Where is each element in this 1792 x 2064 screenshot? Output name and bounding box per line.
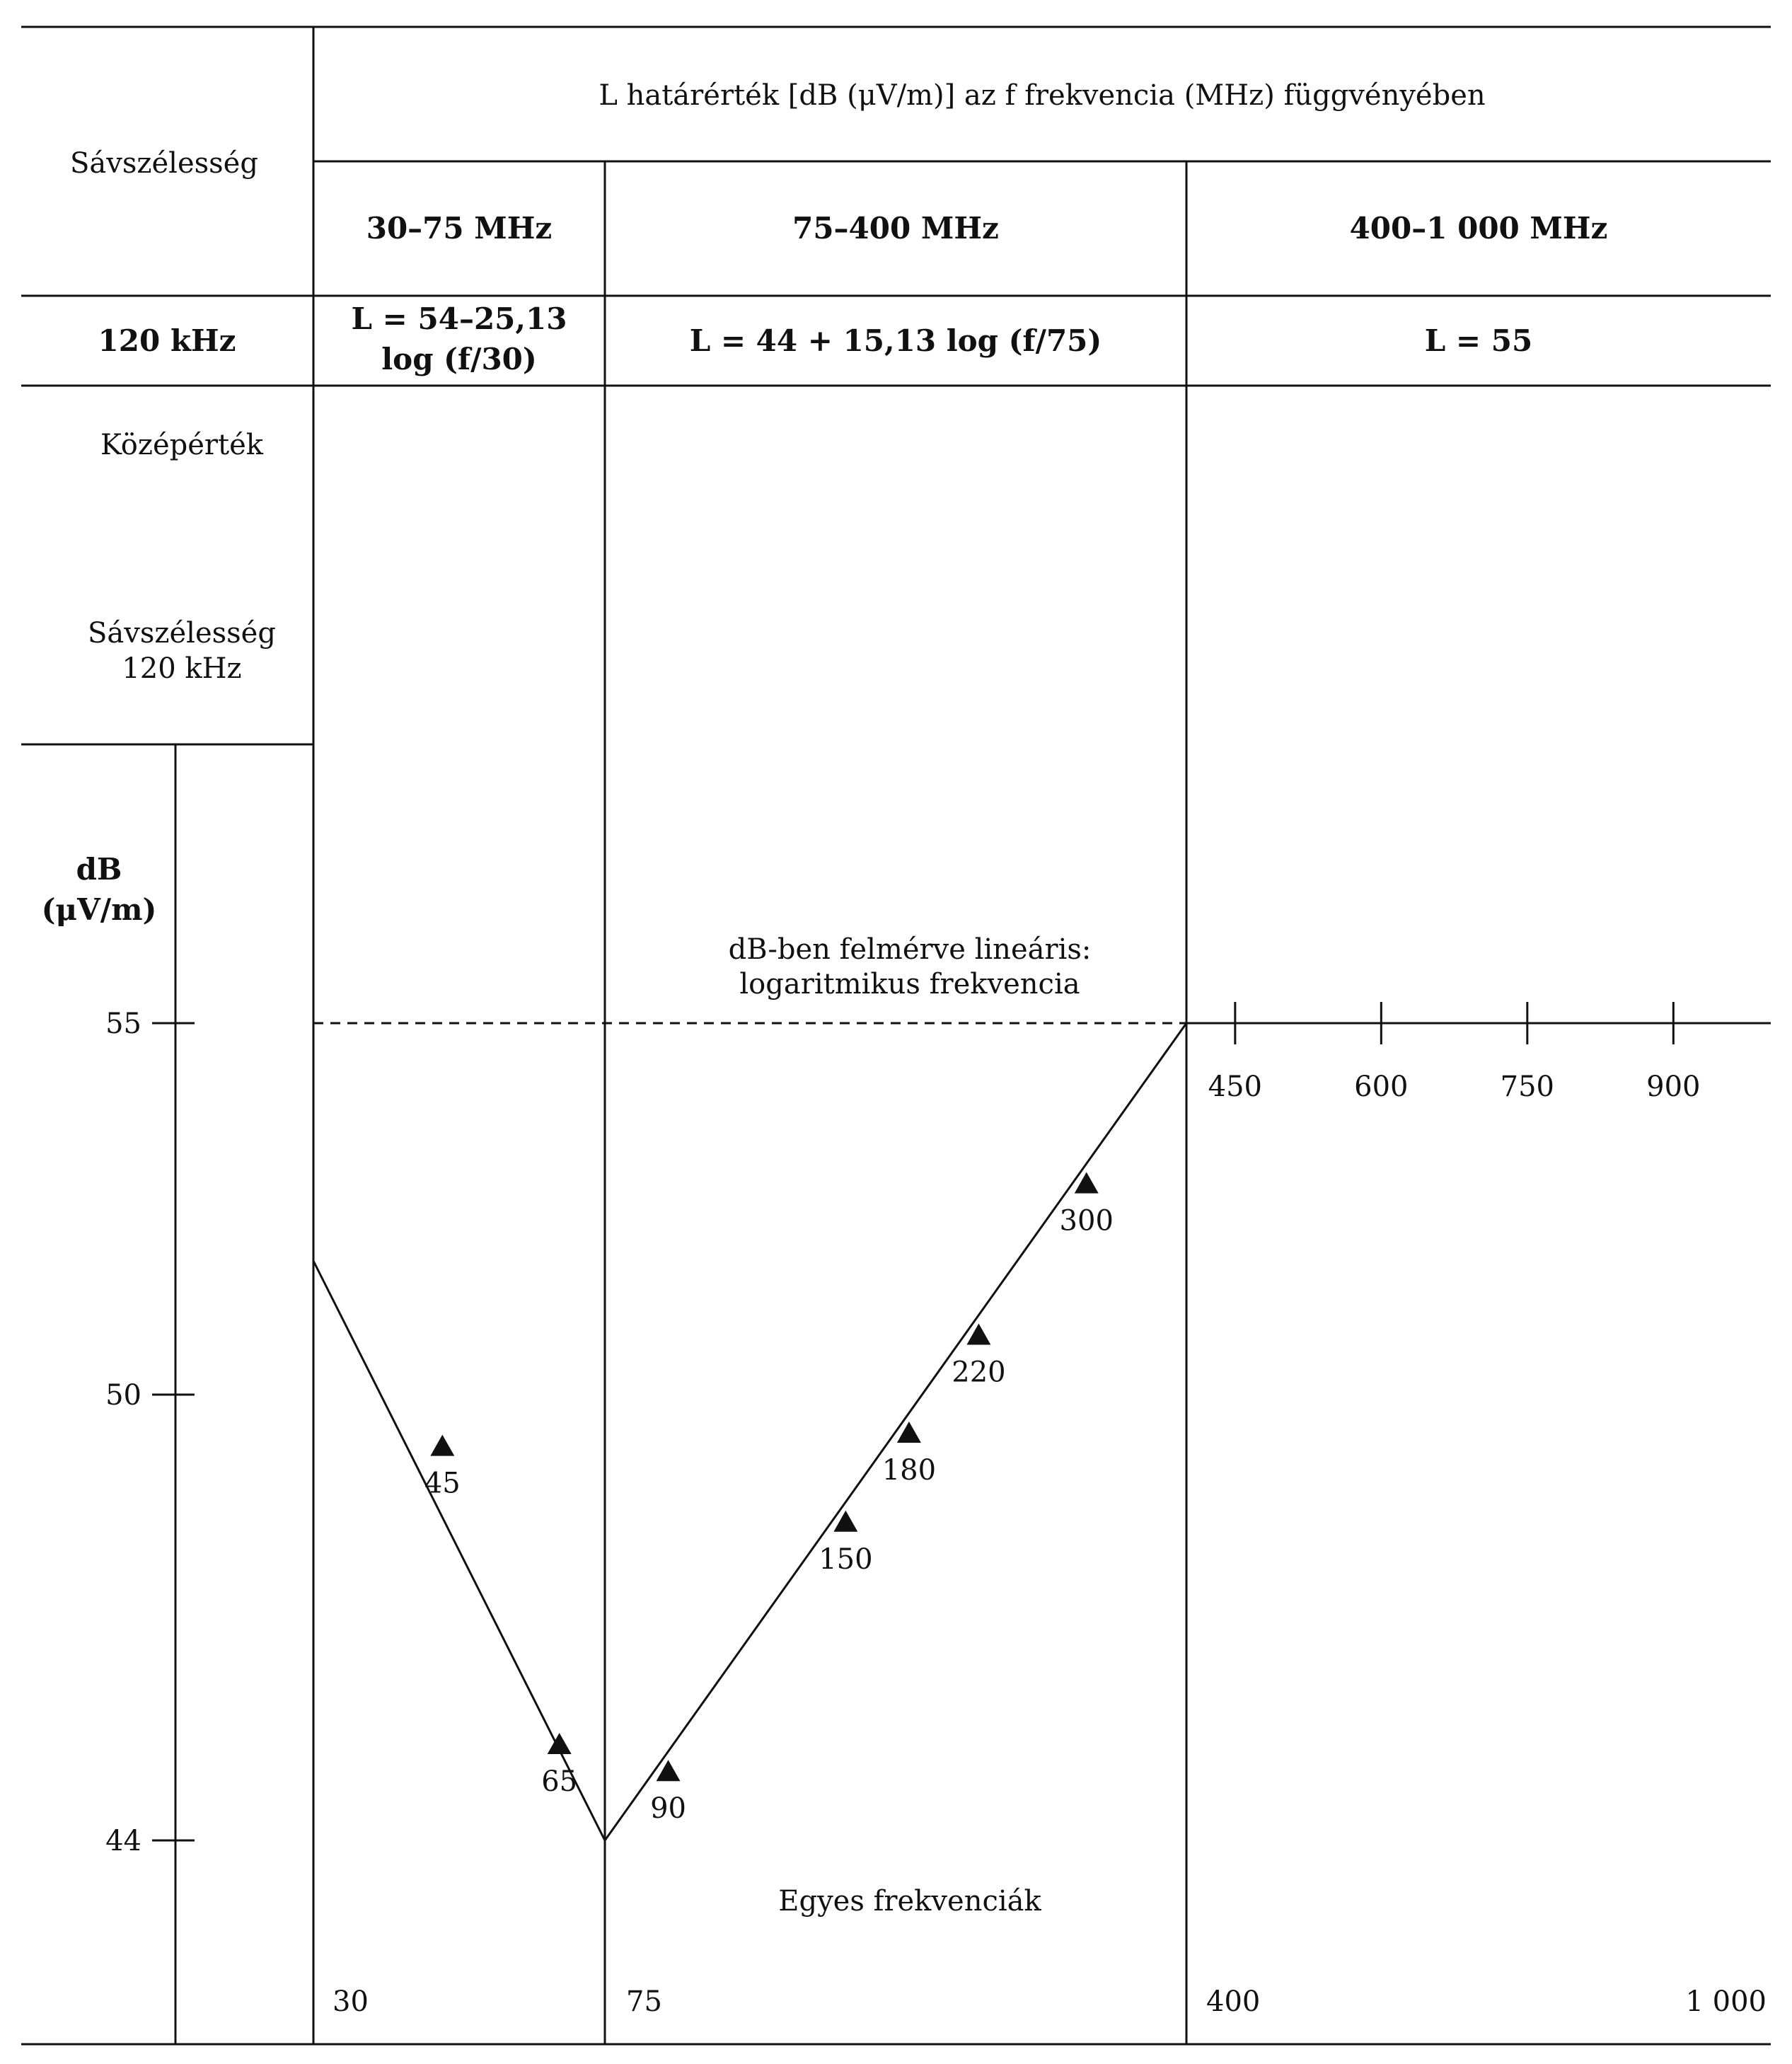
formula-range2: L = 44 + 15,13 log (f/75): [689, 323, 1102, 358]
annotation-line1: dB-ben felmérve lineáris:: [728, 933, 1092, 966]
limit-line-2: [605, 1023, 1186, 1840]
range-label-1: 30–75 MHz: [366, 211, 553, 246]
side-bandwidth-line2: 120 kHz: [122, 652, 242, 685]
y-tick-label-55: 55: [105, 1008, 141, 1040]
marker-label-150: 150: [819, 1543, 873, 1576]
formula-range1-line2: log (f/30): [381, 342, 537, 376]
marker-label-90: 90: [650, 1792, 686, 1826]
band-edge-label-75: 75: [626, 1985, 662, 2018]
upper-tick-label-600: 600: [1354, 1071, 1409, 1103]
mean-label: Középérték: [100, 429, 264, 461]
marker-label-45: 45: [424, 1467, 461, 1500]
limit-title: L határérték [dB (μV/m)] az f frekvencia (MHz) függvényében: [599, 79, 1486, 112]
plot-area: [313, 1002, 1771, 2018]
y-tick-label-44: 44: [105, 1825, 141, 1857]
y-axis-label-line1: dB: [76, 852, 122, 887]
bandwidth-header: Sávszélesség: [70, 147, 258, 180]
bandwidth-value: 120 kHz: [98, 323, 236, 358]
single-frequencies-label: Egyes frekvenciák: [778, 1885, 1041, 1918]
band-edge-label-400: 400: [1206, 1985, 1261, 2018]
formula-range3: L = 55: [1424, 323, 1533, 358]
range-label-3: 400–1 000 MHz: [1349, 211, 1608, 246]
upper-tick-label-750: 750: [1500, 1071, 1555, 1103]
marker-label-180: 180: [881, 1453, 937, 1487]
band-edge-label-1000: 1 000: [1685, 1985, 1767, 2018]
band-edge-label-30: 30: [333, 1985, 369, 2018]
annotation-line2: logaritmikus frekvencia: [739, 968, 1080, 1001]
upper-tick-label-900: 900: [1646, 1071, 1701, 1103]
marker-triangle-65: [548, 1733, 572, 1754]
marker-label-300: 300: [1059, 1204, 1114, 1238]
side-bandwidth-line1: Sávszélesség: [88, 617, 276, 650]
formula-range1-line1: L = 54–25,13: [351, 301, 567, 336]
marker-label-65: 65: [541, 1765, 578, 1799]
y-axis: [42, 744, 195, 2044]
y-tick-label-50: 50: [105, 1379, 141, 1412]
range-label-2: 75–400 MHz: [792, 211, 999, 246]
upper-tick-label-450: 450: [1208, 1071, 1263, 1103]
marker-label-220: 220: [952, 1356, 1006, 1389]
marker-triangle-45: [430, 1435, 454, 1456]
y-axis-label-line2: (μV/m): [41, 892, 157, 927]
y-ticks: [105, 1008, 195, 1857]
